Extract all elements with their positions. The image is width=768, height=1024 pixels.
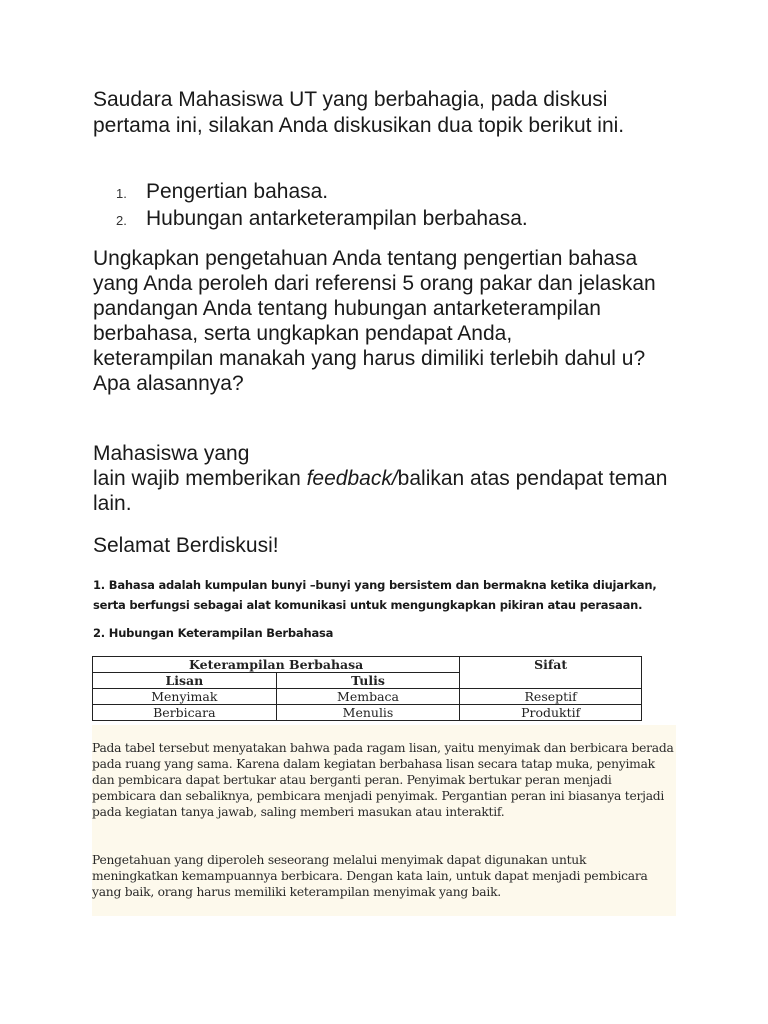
list-item (93, 205, 683, 232)
table-group-header: Keterampilan Berbahasa (93, 657, 460, 673)
feedback-line-2-end: balikan atas pendapat teman lain. (93, 467, 668, 515)
list-item-label: Hubungan antarketerampilan berbahasa. (146, 207, 528, 230)
instruction-line-2: keterampilan manakah yang harus dimiliki terlebih dahul u? Apa alasannya? (93, 347, 646, 395)
explanation-box (92, 725, 676, 916)
table-cell: Membaca (276, 689, 460, 705)
skills-table (92, 656, 642, 721)
table-header-row (93, 657, 642, 673)
feedback-italic-term: feedback/ (306, 467, 398, 490)
intro-paragraph: Saudara Mahasiswa UT yang berbahagia, pada diskusi pertama ini, silakan Anda diskusikan dua topik berikut ini. (93, 88, 625, 137)
answer-1: 1. Bahasa adalah kumpulan bunyi –bunyi yang bersistem dan bermakna ketika diujarkan, serta berfungsi sebagai alat komunikasi untuk mengungkapkan pikiran atau perasaan. (93, 578, 657, 612)
feedback-paragraph (93, 441, 683, 516)
table-lisan-header: Lisan (93, 673, 277, 689)
explanation-paragraph-2: Pengetahuan yang diperoleh seseorang melalui menyimak dapat digunakan untuk meningkatkan kemampuannya berbicara. Dengan kata lain, untuk dapat menjadi pembicara yang baik, orang harus memiliki keterampilan menyimak yang baik. (92, 853, 648, 899)
instruction-paragraph (93, 246, 683, 396)
instruction-line-1: Ungkapkan pengetahuan Anda tentang pengertian bahasa yang Anda peroleh dari referensi 5 orang pakar dan jelaskan pandangan Anda tentang hubungan antarketerampilan berbahasa, serta ungkapkan pendapat Anda, (93, 247, 656, 345)
table-row (93, 705, 642, 721)
table-cell: Berbicara (93, 705, 277, 721)
list-number: 2. (116, 213, 127, 228)
list-item (93, 178, 683, 205)
answer-2-heading: 2. Hubungan Keterampilan Berbahasa (93, 626, 334, 640)
feedback-line-2-start: lain wajib memberikan (93, 467, 307, 490)
list-item-label: Pengertian bahasa. (146, 180, 329, 203)
feedback-line-1: Mahasiswa yang (93, 442, 250, 465)
table-cell: Reseptif (460, 689, 642, 705)
table-sifat-header: Sifat (460, 657, 642, 689)
topic-list (93, 178, 683, 232)
list-number: 1. (116, 186, 127, 201)
table-tulis-header: Tulis (276, 673, 460, 689)
closing-greeting: Selamat Berdiskusi! (93, 534, 279, 557)
explanation-paragraph-1: Pada tabel tersebut menyatakan bahwa pada ragam lisan, yaitu menyimak dan berbicara berada pada ruang yang sama. Karena dalam kegiatan berbahasa lisan secara tatap muka, penyimak dan pembicara dapat bertukar atau berganti peran. Penyimak bertukar peran menjadi pembicara dan sebaliknya, pembicara menjadi penyimak. Pergantian peran ini biasanya terjadi pada kegiatan tanya jawab, saling memberi masukan atau interaktif. (92, 741, 674, 819)
table-row (93, 689, 642, 705)
table-cell: Menyimak (93, 689, 277, 705)
table-cell: Produktif (460, 705, 642, 721)
table-cell: Menulis (276, 705, 460, 721)
